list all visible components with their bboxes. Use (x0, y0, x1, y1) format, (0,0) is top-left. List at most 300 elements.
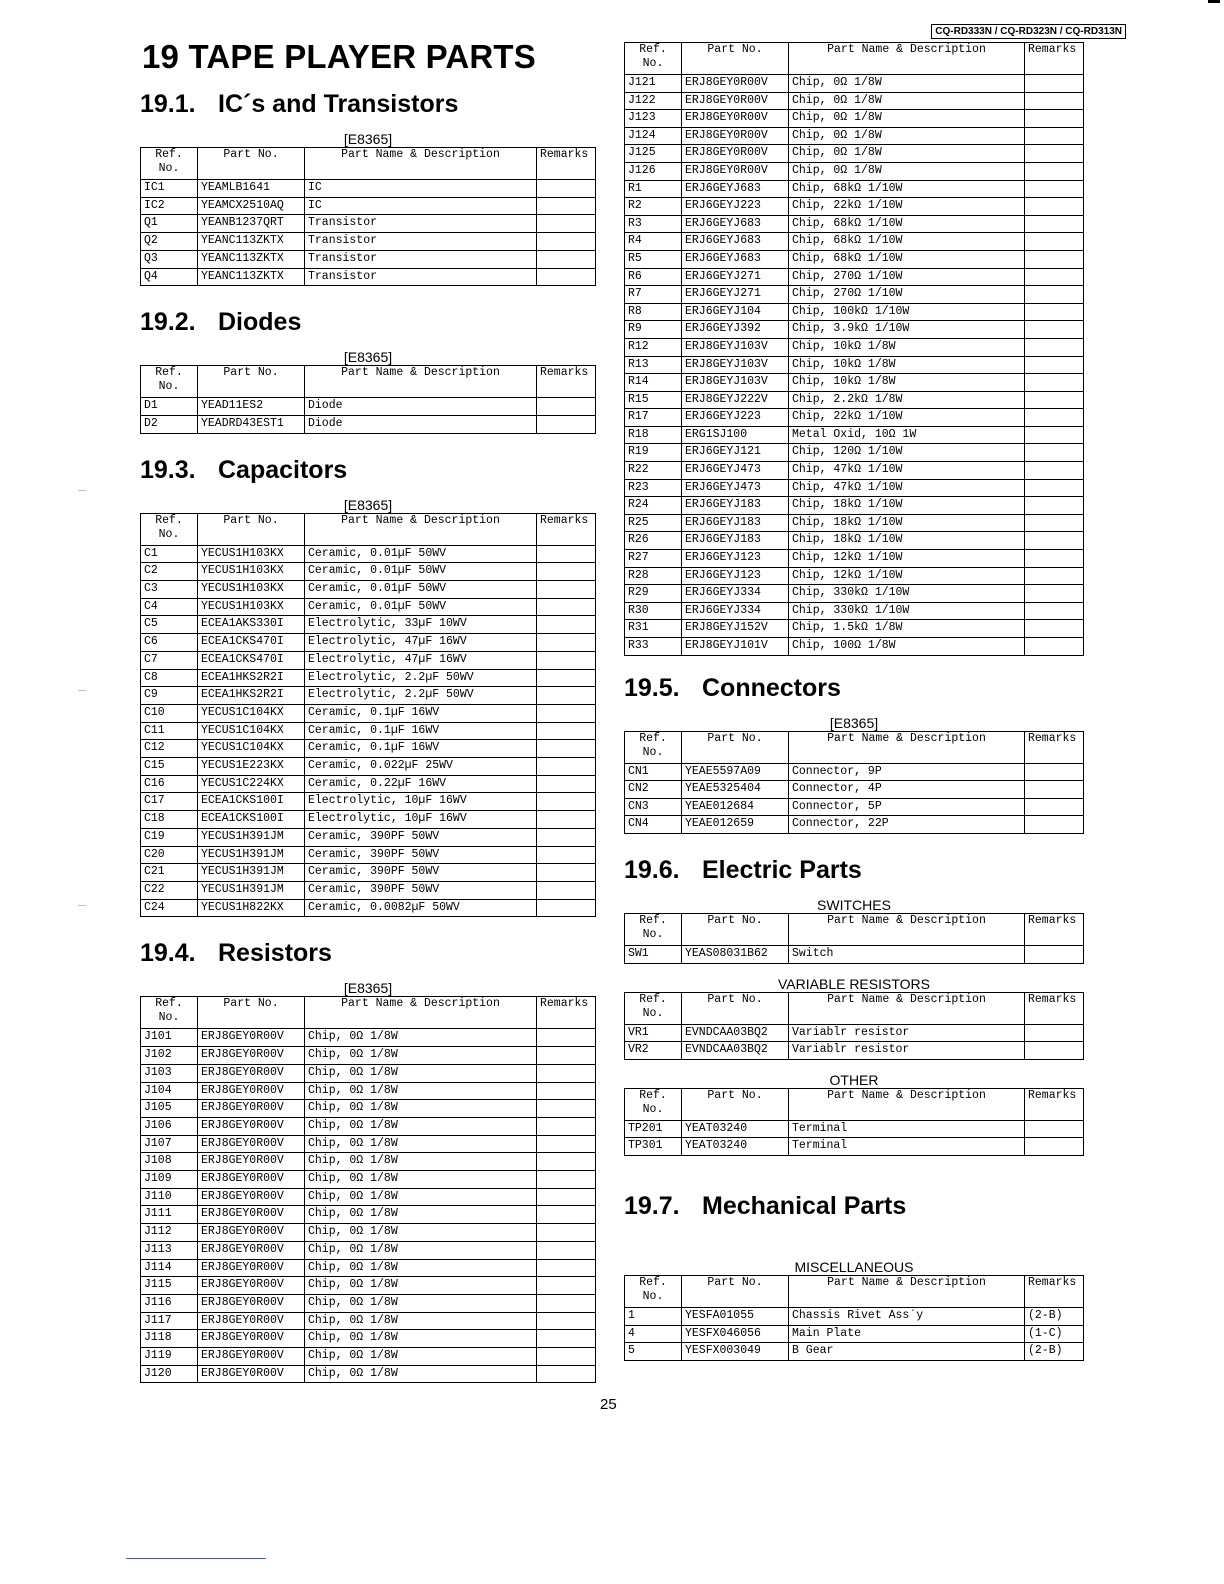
description-cell: IC (305, 197, 537, 215)
description-cell: Transistor (305, 215, 537, 233)
part-no-cell: YECUS1H391JM (198, 846, 305, 864)
col-header-description: Part Name & Description (305, 997, 537, 1029)
ref-cell: R13 (625, 356, 682, 374)
table-row (141, 881, 596, 899)
section-ics (140, 90, 596, 286)
section-electric (624, 856, 1084, 1156)
table-row (625, 374, 1084, 392)
table-row (625, 585, 1084, 603)
table-row (141, 704, 596, 722)
remarks-cell (537, 1117, 596, 1135)
section-sub: [E8365] (343, 349, 393, 366)
remarks-cell (1025, 286, 1084, 304)
remarks-cell (1025, 585, 1084, 603)
description-cell: Chip, 10kΩ 1/8W (789, 374, 1025, 392)
part-no-cell: YESFX003049 (682, 1343, 789, 1361)
table-row (141, 1117, 596, 1135)
part-no-cell: YEANC113ZKTX (198, 268, 305, 286)
remarks-cell (1025, 1024, 1084, 1042)
remarks-cell (1025, 110, 1084, 128)
table-row (625, 816, 1084, 834)
part-no-cell: YEADRD43EST1 (198, 415, 305, 433)
section-sub: [E8365] (343, 131, 393, 147)
description-cell: Chip, 120Ω 1/10W (789, 444, 1025, 462)
table-row (141, 1224, 596, 1242)
col-header-ref: Ref. No. (625, 1088, 682, 1120)
description-cell: Ceramic, 0.1µF 16WV (305, 704, 537, 722)
ref-cell: C12 (141, 740, 198, 758)
remarks-cell: (2-B) (1025, 1343, 1084, 1361)
table-row (625, 338, 1084, 356)
remarks-cell (537, 1312, 596, 1330)
margin-tick (78, 905, 86, 906)
part-no-cell: YEAD11ES2 (198, 398, 305, 416)
section-sub: OTHER (829, 1071, 879, 1088)
remarks-cell (537, 864, 596, 882)
description-cell: Chip, 68kΩ 1/10W (789, 215, 1025, 233)
table-row (141, 1171, 596, 1189)
remarks-cell (537, 687, 596, 705)
description-cell: Ceramic, 0.22µF 16WV (305, 775, 537, 793)
remarks-cell (1025, 321, 1084, 339)
ref-cell: J111 (141, 1206, 198, 1224)
part-no-cell: ERJ8GEY0R00V (198, 1206, 305, 1224)
ref-cell: Q2 (141, 233, 198, 251)
remarks-cell (1025, 602, 1084, 620)
part-no-cell: ERJ8GEY0R00V (198, 1365, 305, 1383)
ref-cell: R12 (625, 338, 682, 356)
description-cell: Chip, 0Ω 1/8W (305, 1171, 537, 1189)
remarks-cell (537, 881, 596, 899)
description-cell: Chip, 0Ω 1/8W (305, 1224, 537, 1242)
col-header-description: Part Name & Description (305, 366, 537, 398)
page-title: 19 TAPE PLAYER PARTS (142, 38, 536, 75)
col-header-part-no: Part No. (198, 148, 305, 180)
ref-cell: IC2 (141, 197, 198, 215)
ref-cell: R31 (625, 620, 682, 638)
table-row (141, 1348, 596, 1366)
table-row (141, 722, 596, 740)
part-no-cell: YECUS1H103KX (198, 563, 305, 581)
description-cell: Chip, 270Ω 1/10W (789, 268, 1025, 286)
table-row (141, 899, 596, 917)
remarks-cell (1025, 497, 1084, 515)
table-row (141, 1206, 596, 1224)
part-no-cell: YECUS1H391JM (198, 864, 305, 882)
description-cell: Ceramic, 390PF 50WV (305, 846, 537, 864)
remarks-cell (537, 1241, 596, 1259)
remarks-cell (537, 899, 596, 917)
section-heading: 19.1. IC´s and Transistors (140, 90, 459, 118)
table-row (625, 444, 1084, 462)
remarks-cell (537, 1047, 596, 1065)
part-no-cell: ERJ6GEYJ223 (682, 409, 789, 427)
part-no-cell: ERJ6GEYJ392 (682, 321, 789, 339)
part-no-cell: ERJ6GEYJ683 (682, 250, 789, 268)
description-cell: Ceramic, 0.01µF 50WV (305, 581, 537, 599)
description-cell: Transistor (305, 250, 537, 268)
table-row (625, 233, 1084, 251)
part-no-cell: YECUS1E223KX (198, 758, 305, 776)
description-cell: Chip, 0Ω 1/8W (305, 1082, 537, 1100)
table-row (625, 763, 1084, 781)
parts-table (624, 913, 1084, 964)
remarks-cell (1025, 356, 1084, 374)
description-cell: Metal Oxid, 10Ω 1W (789, 426, 1025, 444)
ref-cell: J116 (141, 1294, 198, 1312)
description-cell: Chip, 22kΩ 1/10W (789, 409, 1025, 427)
remarks-cell (537, 415, 596, 433)
table-row (141, 1259, 596, 1277)
page-number: 25 (600, 1396, 617, 1413)
remarks-cell (537, 722, 596, 740)
part-no-cell: YEAMCX2510AQ (198, 197, 305, 215)
description-cell: Chip, 18kΩ 1/10W (789, 514, 1025, 532)
ref-cell: TP301 (625, 1138, 682, 1156)
part-no-cell: ECEA1CKS100I (198, 811, 305, 829)
col-header-description: Part Name & Description (305, 513, 537, 545)
remarks-cell (1025, 532, 1084, 550)
table-row (141, 775, 596, 793)
description-cell: Electrolytic, 33µF 10WV (305, 616, 537, 634)
col-header-remarks: Remarks (1025, 731, 1084, 763)
part-no-cell: ERJ8GEYJ101V (682, 638, 789, 656)
part-no-cell: ERJ6GEYJ271 (682, 286, 789, 304)
description-cell: Connector, 22P (789, 816, 1025, 834)
description-cell: Electrolytic, 10µF 16WV (305, 793, 537, 811)
remarks-cell (537, 758, 596, 776)
col-header-ref: Ref. No. (625, 731, 682, 763)
part-no-cell: ERJ8GEY0R00V (198, 1188, 305, 1206)
col-header-description: Part Name & Description (789, 731, 1025, 763)
table-row (141, 233, 596, 251)
table-row (141, 268, 596, 286)
description-cell: Terminal (789, 1120, 1025, 1138)
remarks-cell (537, 398, 596, 416)
part-no-cell: YECUS1H822KX (198, 899, 305, 917)
ref-cell: C15 (141, 758, 198, 776)
remarks-cell (537, 1330, 596, 1348)
section-capacitors (140, 456, 596, 918)
table-row (141, 740, 596, 758)
ref-cell: C10 (141, 704, 198, 722)
ref-cell: VR2 (625, 1042, 682, 1060)
col-header-ref: Ref. No. (141, 148, 198, 180)
part-no-cell: ERJ6GEYJ104 (682, 303, 789, 321)
section-heading: 19.6. Electric Parts (624, 855, 862, 884)
remarks-cell (1025, 145, 1084, 163)
table-header-row (625, 731, 1084, 763)
ref-cell: J122 (625, 92, 682, 110)
ref-cell: C16 (141, 775, 198, 793)
part-no-cell: ERJ6GEYJ123 (682, 567, 789, 585)
description-cell: Chip, 68kΩ 1/10W (789, 180, 1025, 198)
table-row (625, 127, 1084, 145)
part-no-cell: ERJ8GEYJ152V (682, 620, 789, 638)
description-cell: Switch (789, 945, 1025, 963)
ref-cell: J118 (141, 1330, 198, 1348)
remarks-cell (537, 1153, 596, 1171)
table-row (141, 669, 596, 687)
table-row (141, 864, 596, 882)
table-row (625, 479, 1084, 497)
part-no-cell: ERJ6GEYJ271 (682, 268, 789, 286)
section-mechanical (624, 1192, 1084, 1361)
footer-rule (126, 1558, 266, 1559)
ref-cell: J108 (141, 1153, 198, 1171)
table-header-row (141, 148, 596, 180)
part-no-cell: ERJ6GEYJ121 (682, 444, 789, 462)
ref-cell: J121 (625, 75, 682, 93)
part-no-cell: YEAE5597A09 (682, 763, 789, 781)
ref-cell: C22 (141, 881, 198, 899)
ref-cell: J105 (141, 1100, 198, 1118)
description-cell: Chip, 0Ω 1/8W (789, 145, 1025, 163)
part-no-cell: ERJ6GEYJ183 (682, 514, 789, 532)
table-row (625, 638, 1084, 656)
description-cell: Chip, 0Ω 1/8W (305, 1029, 537, 1047)
table-row (625, 75, 1084, 93)
remarks-cell (1025, 620, 1084, 638)
ref-cell: R9 (625, 321, 682, 339)
description-cell: Electrolytic, 10µF 16WV (305, 811, 537, 829)
ref-cell: J113 (141, 1241, 198, 1259)
table-row (625, 781, 1084, 799)
description-cell: Electrolytic, 47µF 16WV (305, 634, 537, 652)
ref-cell: C19 (141, 828, 198, 846)
col-header-remarks: Remarks (1025, 43, 1084, 75)
remarks-cell (537, 545, 596, 563)
part-no-cell: ERJ6GEYJ683 (682, 180, 789, 198)
part-no-cell: ERJ8GEY0R00V (682, 110, 789, 128)
description-cell: Connector, 5P (789, 798, 1025, 816)
section-heading: 19.5. Connectors (624, 673, 841, 702)
table-row (141, 415, 596, 433)
remarks-cell (1025, 462, 1084, 480)
corner-mark (1208, 0, 1220, 3)
table-row (141, 1312, 596, 1330)
col-header-ref: Ref. No. (625, 913, 682, 945)
table-row (625, 268, 1084, 286)
remarks-cell (1025, 162, 1084, 180)
ref-cell: 1 (625, 1307, 682, 1325)
remarks-cell (1025, 303, 1084, 321)
table-row (625, 798, 1084, 816)
table-row (141, 197, 596, 215)
table-row (141, 1100, 596, 1118)
parts-table (140, 996, 596, 1383)
part-no-cell: ERJ6GEYJ473 (682, 479, 789, 497)
part-no-cell: YECUS1C104KX (198, 704, 305, 722)
part-no-cell: ECEA1CKS470I (198, 651, 305, 669)
remarks-cell (1025, 338, 1084, 356)
ref-cell: R2 (625, 198, 682, 216)
description-cell: Ceramic, 390PF 50WV (305, 828, 537, 846)
part-no-cell: ERJ8GEY0R00V (682, 145, 789, 163)
part-no-cell: ERJ8GEY0R00V (682, 92, 789, 110)
part-no-cell: YECUS1H391JM (198, 828, 305, 846)
col-header-remarks: Remarks (1025, 1088, 1084, 1120)
part-no-cell: ERJ8GEY0R00V (198, 1277, 305, 1295)
remarks-cell (537, 250, 596, 268)
section-heading: 19.4. Resistors (140, 939, 332, 968)
part-no-cell: YEAMLB1641 (198, 180, 305, 198)
table-row (625, 1120, 1084, 1138)
ref-cell: C8 (141, 669, 198, 687)
ref-cell: D1 (141, 398, 198, 416)
description-cell: Chip, 330kΩ 1/10W (789, 602, 1025, 620)
col-header-ref: Ref. No. (625, 1275, 682, 1307)
table-row (625, 514, 1084, 532)
remarks-cell (1025, 409, 1084, 427)
ref-cell: R24 (625, 497, 682, 515)
ref-cell: R28 (625, 567, 682, 585)
col-header-description: Part Name & Description (789, 43, 1025, 75)
section-diodes (140, 308, 596, 433)
description-cell: Chip, 0Ω 1/8W (305, 1259, 537, 1277)
description-cell: Chip, 2.2kΩ 1/8W (789, 391, 1025, 409)
part-no-cell: ERJ6GEYJ473 (682, 462, 789, 480)
parts-table (140, 513, 596, 918)
section-connectors (624, 674, 1084, 834)
ref-cell: R6 (625, 268, 682, 286)
table-row (141, 1294, 596, 1312)
table-row (141, 598, 596, 616)
description-cell: Chip, 0Ω 1/8W (305, 1365, 537, 1383)
remarks-cell (537, 669, 596, 687)
part-no-cell: EVNDCAA03BQ2 (682, 1042, 789, 1060)
part-no-cell: ERJ8GEYJ103V (682, 356, 789, 374)
col-header-remarks: Remarks (537, 366, 596, 398)
table-row (141, 1365, 596, 1383)
part-no-cell: ERJ8GEY0R00V (198, 1241, 305, 1259)
ref-cell: J124 (625, 127, 682, 145)
ref-cell: R19 (625, 444, 682, 462)
part-no-cell: ERJ6GEYJ123 (682, 550, 789, 568)
table-row (141, 1277, 596, 1295)
part-no-cell: ERJ6GEYJ223 (682, 198, 789, 216)
ref-cell: VR1 (625, 1024, 682, 1042)
description-cell: Chip, 10kΩ 1/8W (789, 356, 1025, 374)
table-row (625, 303, 1084, 321)
ref-cell: R22 (625, 462, 682, 480)
part-no-cell: YECUS1H391JM (198, 881, 305, 899)
part-no-cell: YECUS1C104KX (198, 722, 305, 740)
remarks-cell (537, 268, 596, 286)
remarks-cell (537, 180, 596, 198)
ref-cell: R5 (625, 250, 682, 268)
ref-cell: Q1 (141, 215, 198, 233)
remarks-cell (537, 775, 596, 793)
ref-cell: C3 (141, 581, 198, 599)
table-row (141, 563, 596, 581)
part-no-cell: ERJ8GEY0R00V (198, 1153, 305, 1171)
description-cell: Chip, 0Ω 1/8W (305, 1100, 537, 1118)
table-row (625, 145, 1084, 163)
ref-cell: R8 (625, 303, 682, 321)
description-cell: Connector, 9P (789, 763, 1025, 781)
table-row (625, 945, 1084, 963)
description-cell: Chip, 0Ω 1/8W (305, 1294, 537, 1312)
part-no-cell: ECEA1CKS470I (198, 634, 305, 652)
ref-cell: J117 (141, 1312, 198, 1330)
table-header-row (625, 1088, 1084, 1120)
remarks-cell (537, 233, 596, 251)
table-row (625, 110, 1084, 128)
table-row (625, 180, 1084, 198)
description-cell: IC (305, 180, 537, 198)
part-no-cell: ERJ8GEY0R00V (198, 1348, 305, 1366)
table-row (141, 1047, 596, 1065)
ref-cell: J103 (141, 1064, 198, 1082)
parts-table (624, 1275, 1084, 1361)
section-sub: VARIABLE RESISTORS (778, 975, 930, 992)
description-cell: Chip, 100kΩ 1/10W (789, 303, 1025, 321)
remarks-cell (537, 1029, 596, 1047)
ref-cell: R18 (625, 426, 682, 444)
remarks-cell (537, 1082, 596, 1100)
table-row (141, 1029, 596, 1047)
part-no-cell: YEAE5325404 (682, 781, 789, 799)
table-row (625, 462, 1084, 480)
description-cell: Chip, 270Ω 1/10W (789, 286, 1025, 304)
part-no-cell: ERJ8GEY0R00V (682, 75, 789, 93)
col-header-part-no: Part No. (682, 43, 789, 75)
col-header-description: Part Name & Description (789, 1088, 1025, 1120)
ref-cell: C20 (141, 846, 198, 864)
remarks-cell (537, 1294, 596, 1312)
table-row (141, 811, 596, 829)
part-no-cell: ECEA1HKS2R2I (198, 687, 305, 705)
description-cell: Chip, 18kΩ 1/10W (789, 532, 1025, 550)
description-cell: Chip, 0Ω 1/8W (789, 110, 1025, 128)
part-no-cell: ERJ8GEY0R00V (198, 1330, 305, 1348)
ref-cell: R26 (625, 532, 682, 550)
description-cell: Chip, 0Ω 1/8W (789, 92, 1025, 110)
ref-cell: C4 (141, 598, 198, 616)
remarks-cell (1025, 1042, 1084, 1060)
ref-cell: C11 (141, 722, 198, 740)
table-header-row (625, 913, 1084, 945)
remarks-cell (537, 811, 596, 829)
ref-cell: J114 (141, 1259, 198, 1277)
description-cell: Connector, 4P (789, 781, 1025, 799)
ref-cell: J112 (141, 1224, 198, 1242)
description-cell: Variablr resistor (789, 1042, 1025, 1060)
ref-cell: R15 (625, 391, 682, 409)
description-cell: Chip, 0Ω 1/8W (305, 1153, 537, 1171)
part-no-cell: ERJ8GEY0R00V (198, 1047, 305, 1065)
description-cell: Chip, 68kΩ 1/10W (789, 250, 1025, 268)
table-row (141, 1153, 596, 1171)
description-cell: Chip, 0Ω 1/8W (789, 162, 1025, 180)
table-row (141, 687, 596, 705)
part-no-cell: YEANB1237QRT (198, 215, 305, 233)
description-cell: Chip, 68kΩ 1/10W (789, 233, 1025, 251)
parts-table (624, 42, 1084, 656)
remarks-cell (1025, 550, 1084, 568)
remarks-cell (537, 704, 596, 722)
table-row (141, 1241, 596, 1259)
remarks-cell (537, 651, 596, 669)
part-no-cell: YEAE012659 (682, 816, 789, 834)
ref-cell: CN3 (625, 798, 682, 816)
part-no-cell: ECEA1HKS2R2I (198, 669, 305, 687)
part-no-cell: YEANC113ZKTX (198, 233, 305, 251)
ref-cell: J126 (625, 162, 682, 180)
remarks-cell (537, 1188, 596, 1206)
part-no-cell: ECEA1CKS100I (198, 793, 305, 811)
